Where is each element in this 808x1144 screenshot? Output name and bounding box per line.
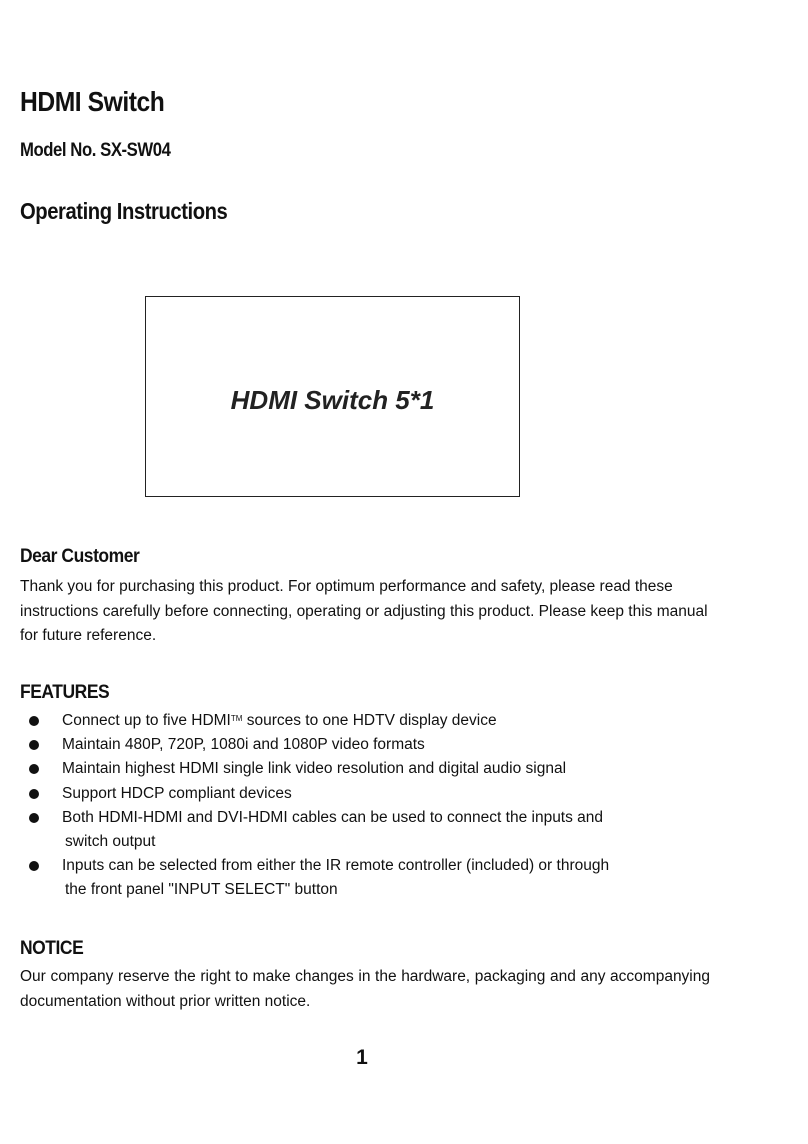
feature-item (20, 733, 720, 757)
document-title: HDMI Switch (20, 86, 165, 117)
feature-item (20, 782, 720, 806)
feature-text-cont: the front panel "INPUT SELECT" button (65, 881, 338, 899)
feature-text: Maintain highest HDMI single link video resolution and digital audio signal (62, 760, 567, 778)
feature-text: Connect up to five HDMI (62, 712, 231, 729)
feature-text: Both HDMI-HDMI and DVI-HDMI cables can be used to connect the inputs and (62, 808, 604, 826)
bullet-icon (29, 764, 39, 774)
operating-instructions-heading: Operating Instructions (20, 198, 228, 224)
feature-text: Support HDCP compliant devices (62, 784, 292, 802)
feature-text: Maintain 480P, 720P, 1080i and 1080P video formats (62, 736, 425, 754)
bullet-icon (29, 789, 39, 799)
feature-item (20, 709, 720, 733)
product-image-placeholder (145, 296, 520, 497)
notice-text: Our company reserve the right to make changes in the hardware, packaging and any accompanying documentation without prior written notice. (20, 968, 710, 1010)
feature-item (20, 854, 720, 902)
page-number: 1 (356, 1046, 368, 1069)
feature-item (20, 757, 720, 781)
trademark-mark: TM (230, 714, 243, 723)
dear-customer-heading: Dear Customer (20, 546, 140, 567)
features-heading: FEATURES (20, 682, 110, 703)
bullet-icon (29, 813, 39, 823)
notice-heading: NOTICE (20, 938, 84, 959)
model-number: Model No. SX-SW04 (20, 140, 171, 161)
product-image-label: HDMI Switch 5*1 (230, 385, 435, 415)
bullet-icon (29, 740, 39, 750)
feature-text-cont: switch output (65, 833, 156, 851)
dear-customer-text: Thank you for purchasing this product. For optimum performance and safety, please read these instructions carefully before connecting, operating or adjusting this product. Please keep this manual for future reference. (20, 578, 708, 644)
features-list (20, 709, 720, 903)
bullet-icon (29, 861, 39, 871)
bullet-icon (29, 716, 39, 726)
feature-item (20, 806, 720, 854)
feature-text: Inputs can be selected from either the IR remote controller (included) or through (62, 857, 610, 875)
feature-text-cont: sources to one HDTV display device (242, 712, 497, 729)
